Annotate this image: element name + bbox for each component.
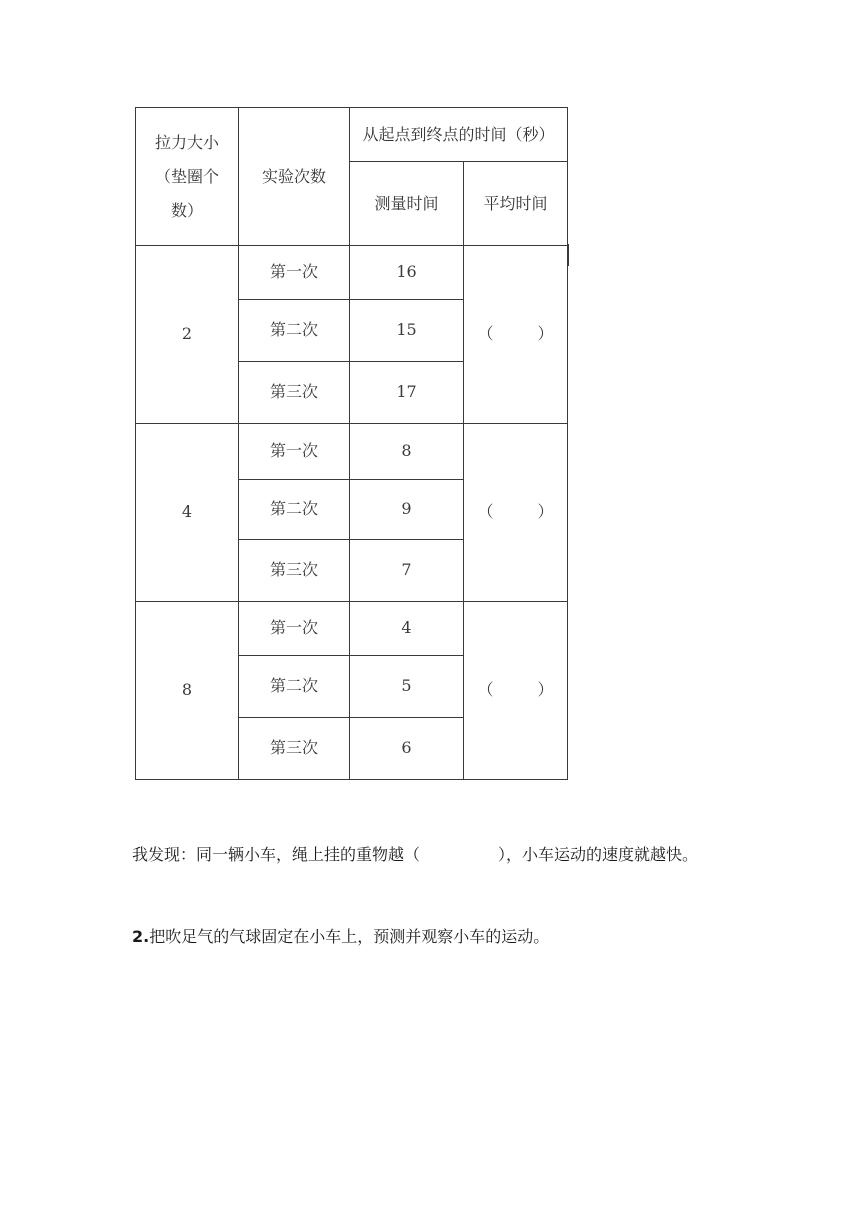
trial-cell: 第一次 <box>239 246 350 300</box>
measured-time-cell: 15 <box>350 300 464 362</box>
average-time-blank[interactable] <box>464 246 568 424</box>
trial-cell: 第三次 <box>239 718 350 780</box>
trial-cell: 第三次 <box>239 540 350 602</box>
measured-time-cell: 4 <box>350 602 464 656</box>
average-paren: （ ） <box>477 324 554 344</box>
table-row <box>136 246 568 300</box>
trial-cell: 第三次 <box>239 362 350 424</box>
trial-header: 实验次数 <box>239 108 350 246</box>
question-number: 2. <box>132 927 150 946</box>
average-time-blank[interactable] <box>464 424 568 602</box>
table-row <box>136 424 568 480</box>
table-edge-mark <box>567 244 569 266</box>
measured-time-cell: 17 <box>350 362 464 424</box>
experiment-table <box>135 107 568 780</box>
average-time-blank[interactable] <box>464 602 568 780</box>
table-row <box>136 602 568 656</box>
measured-time-cell: 8 <box>350 424 464 480</box>
measured-time-cell: 5 <box>350 656 464 718</box>
average-paren: （ ） <box>477 680 554 700</box>
force-value-cell: 2 <box>136 246 239 424</box>
force-value-cell: 8 <box>136 602 239 780</box>
finding-prefix: 我发现：同一辆小车，绳上挂的重物越（ <box>132 845 421 864</box>
average-paren: （ ） <box>477 502 554 522</box>
measured-time-cell: 7 <box>350 540 464 602</box>
trial-cell: 第二次 <box>239 480 350 540</box>
finding-sentence <box>132 842 698 865</box>
force-header-line1: 拉力大小 <box>154 132 219 152</box>
force-value-cell: 4 <box>136 424 239 602</box>
trial-cell: 第一次 <box>239 602 350 656</box>
question-2 <box>132 924 549 947</box>
measured-time-cell: 6 <box>350 718 464 780</box>
measured-time-header: 测量时间 <box>350 162 464 246</box>
trial-cell: 第二次 <box>239 656 350 718</box>
measured-time-cell: 9 <box>350 480 464 540</box>
force-header <box>136 108 239 246</box>
measured-time-cell: 16 <box>350 246 464 300</box>
finding-suffix: ），小车运动的速度就越快。 <box>498 845 699 864</box>
trial-cell: 第一次 <box>239 424 350 480</box>
force-header-line3: 数） <box>170 200 203 220</box>
trial-cell: 第二次 <box>239 300 350 362</box>
time-group-header: 从起点到终点的时间（秒） <box>350 108 568 162</box>
average-time-header: 平均时间 <box>464 162 568 246</box>
question-text: 把吹足气的气球固定在小车上，预测并观察小车的运动。 <box>149 927 550 946</box>
force-header-line2: （垫圈个 <box>154 166 219 186</box>
